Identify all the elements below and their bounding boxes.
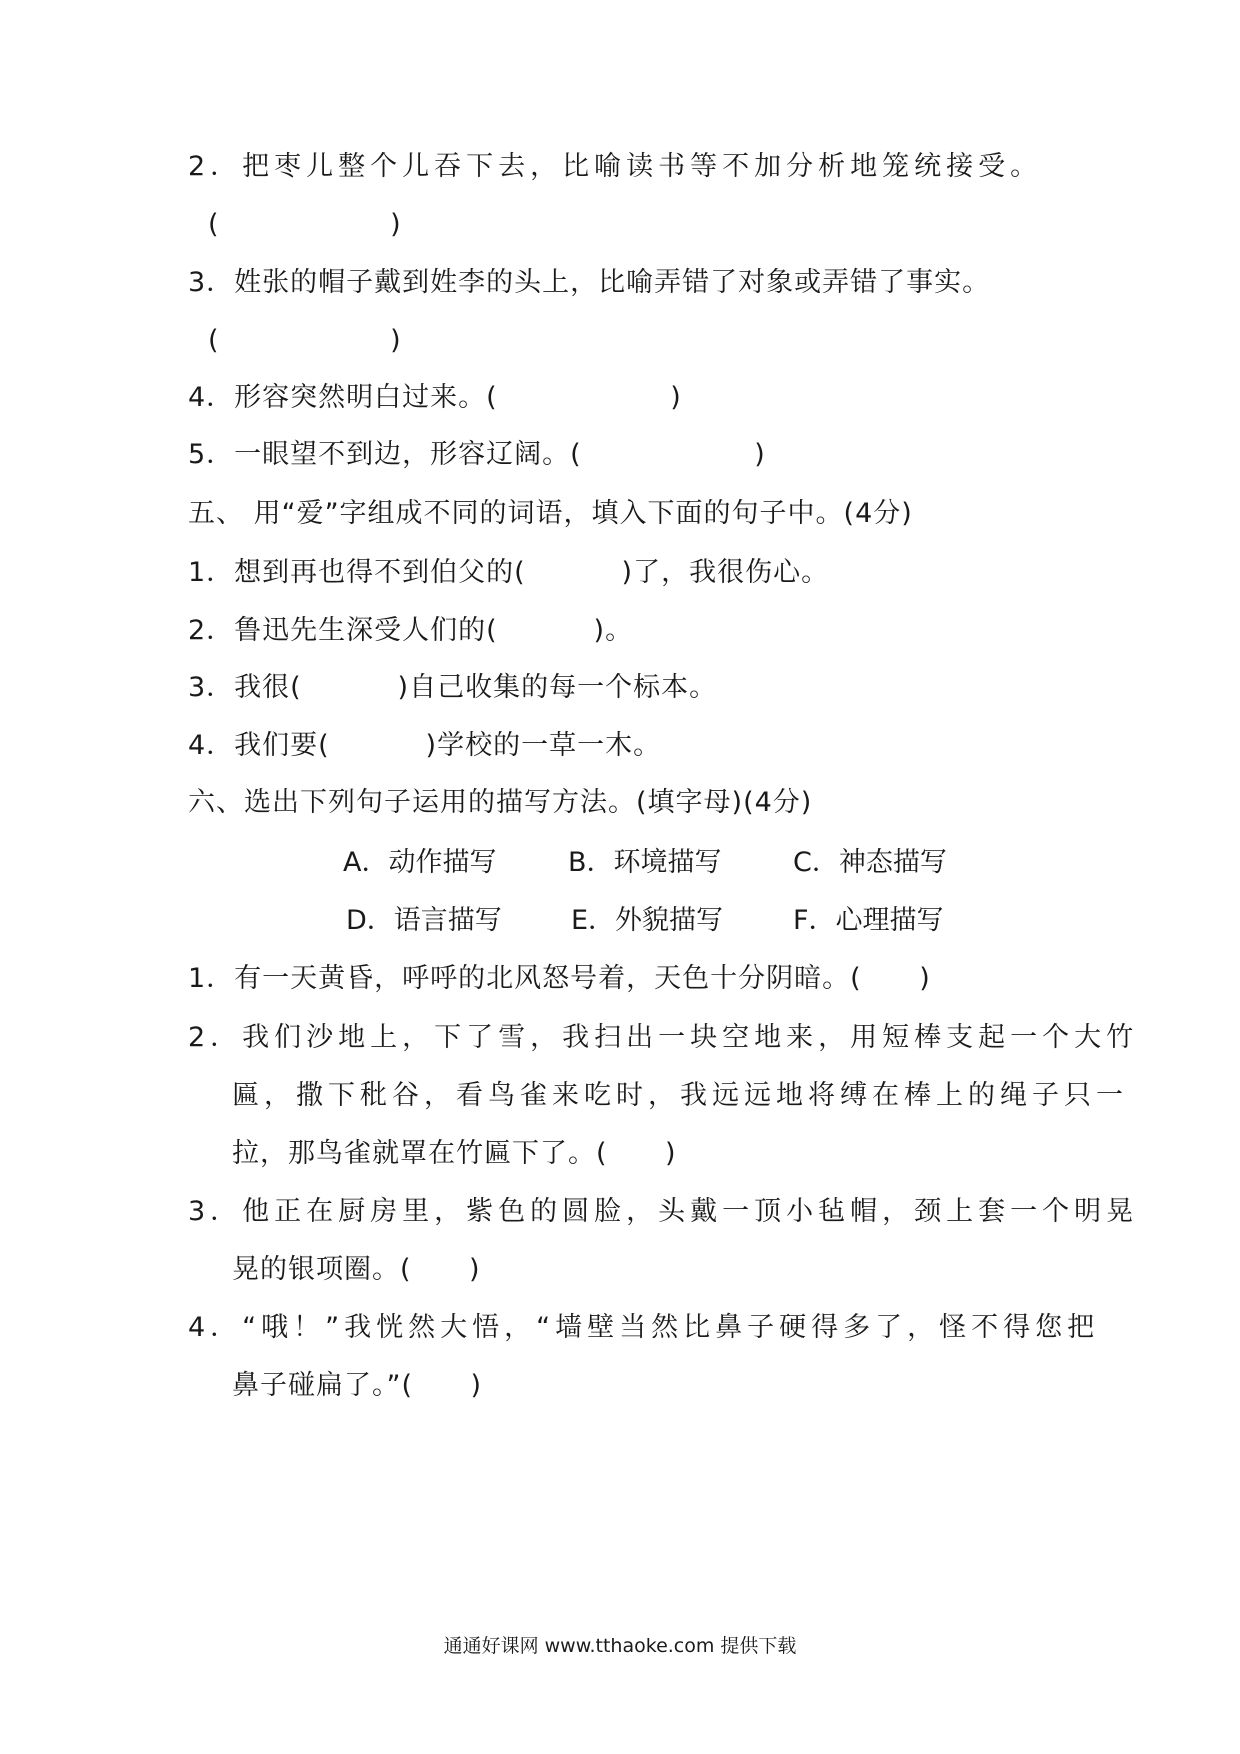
question-5-4: 4．我们要( )学校的一草一木。 (188, 730, 662, 761)
question-6-3-line1: 3．他正在厨房里，紫色的圆脸，头戴一顶小毡帽，颈上套一个明晃 (188, 1196, 1139, 1227)
question-4-2: 2．把枣儿整个儿吞下去，比喻读书等不加分析地笼统接受。 (188, 151, 1043, 182)
page-footer: 通通好课网 www.tthaoke.com 提供下载 (443, 1635, 797, 1657)
question-5-2: 2．鲁迅先生深受人们的( )。 (188, 615, 634, 646)
question-5-1: 1．想到再也得不到伯父的( )了，我很伤心。 (188, 557, 830, 588)
answer-blank-4-3[interactable]: ( ) (208, 325, 401, 356)
answer-blank-4-2[interactable]: ( ) (208, 209, 401, 240)
question-6-4-line2: 鼻子碰扁了。”( ) (232, 1370, 483, 1401)
option-f: F．心理描写 (793, 905, 944, 936)
question-6-2-line3: 拉，那鸟雀就罩在竹匾下了。( ) (232, 1138, 677, 1169)
option-a: A．动作描写 (343, 847, 497, 878)
option-b: B．环境描写 (568, 847, 722, 878)
question-6-3-line2: 晃的银项圈。( ) (232, 1254, 481, 1285)
option-c: C．神态描写 (793, 847, 947, 878)
question-4-3: 3．姓张的帽子戴到姓李的头上，比喻弄错了对象或弄错了事实。 (188, 267, 991, 298)
question-4-5: 5．一眼望不到边，形容辽阔。( ) (188, 439, 766, 470)
question-5-3: 3．我很( )自己收集的每一个标本。 (188, 672, 718, 703)
question-6-2-line2: 匾，撒下秕谷，看鸟雀来吃时，我远远地将缚在棒上的绳子只一 (232, 1080, 1128, 1111)
question-6-2-line1: 2．我们沙地上，下了雪，我扫出一块空地来，用短棒支起一个大竹 (188, 1022, 1139, 1053)
question-4-4: 4．形容突然明白过来。( ) (188, 382, 682, 413)
option-e: E．外貌描写 (571, 905, 724, 936)
question-6-4-line1: 4．“哦！”我恍然大悟，“墙壁当然比鼻子硬得多了，怪不得您把 (188, 1312, 1100, 1343)
section-6-title: 六、选出下列句子运用的描写方法。(填字母)(4分) (188, 787, 813, 818)
option-d: D．语言描写 (346, 905, 502, 936)
question-6-1: 1．有一天黄昏，呼呼的北风怒号着，天色十分阴暗。( ) (188, 963, 931, 994)
section-5-title: 五、 用“爱”字组成不同的词语，填入下面的句子中。(4分) (188, 498, 913, 529)
